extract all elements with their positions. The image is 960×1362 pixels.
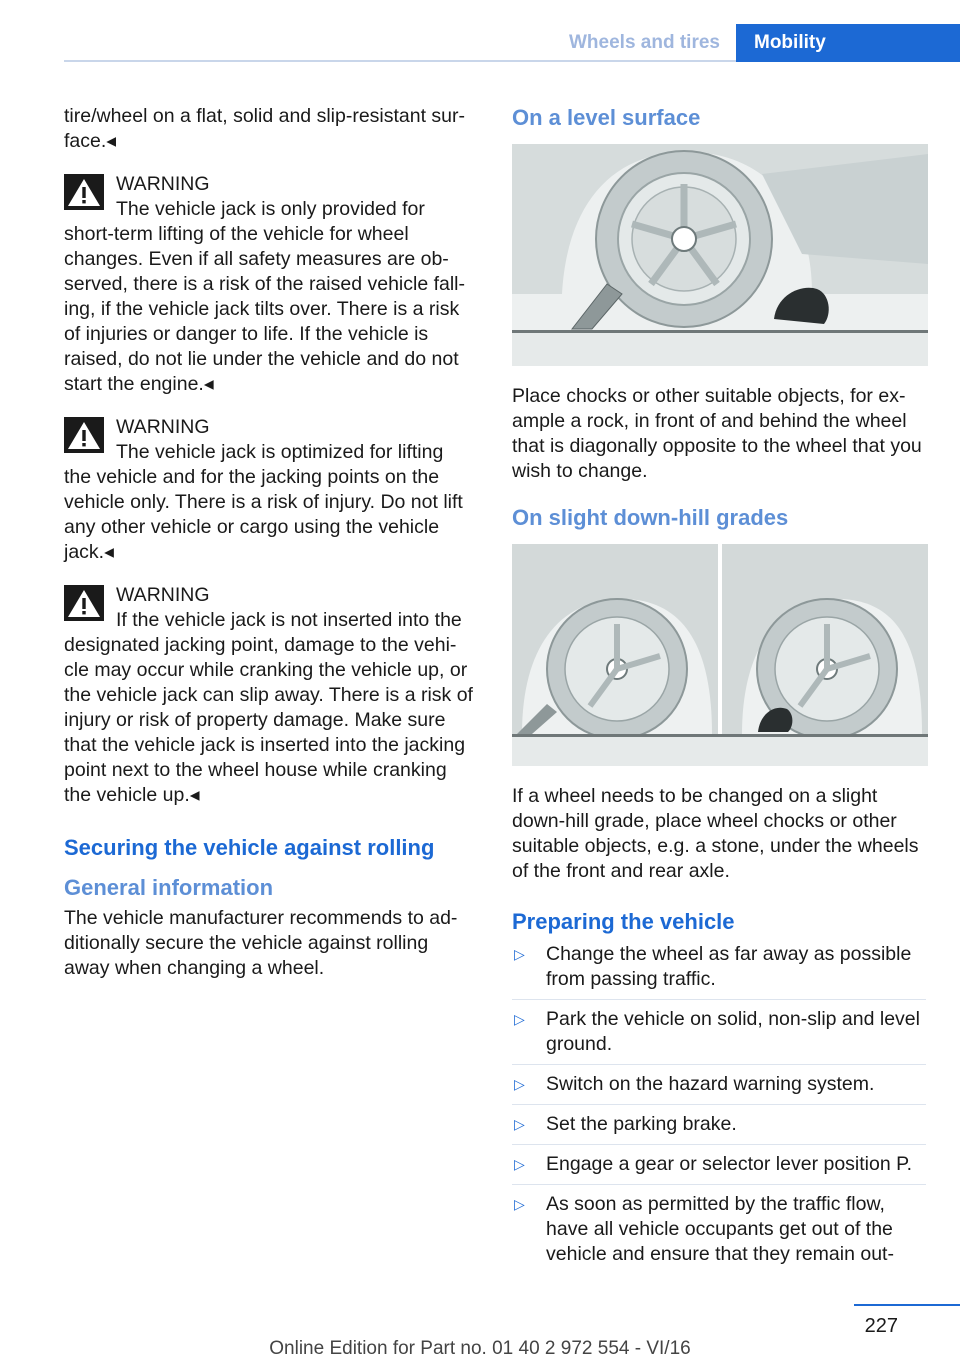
downhill-heading: On slight down-hill grades	[512, 505, 789, 530]
triangle-bullet-icon: ▷	[514, 1156, 525, 1172]
general-info-text: The vehicle manufacturer recommends to ad-ditionally secure the vehicle against rolling away when changing a wheel.	[64, 907, 458, 979]
level-surface-heading: On a level surface	[512, 105, 701, 130]
warning-title: WARNING	[116, 416, 210, 438]
list-item	[512, 1072, 926, 1105]
warning-text: designated jacking point, damage to the vehi-cle may occur while cranking the vehicle up, or the vehicle jack can slip away. There is a risk of injury or risk of property damage. Make sure that the vehicle jack is inserted into the jacking point next to the wheel house while cranking the vehicle up.◂	[64, 634, 473, 806]
footer-rule	[854, 1304, 960, 1306]
warning-title: WARNING	[116, 584, 210, 606]
preparing-heading: Preparing the vehicle	[512, 909, 735, 934]
warning-first-line: If the vehicle jack is not inserted into the	[116, 609, 462, 631]
warning-block-2	[64, 415, 478, 565]
header-section-tab[interactable]: Wheels and tires	[569, 32, 720, 53]
level-surface-illustration	[512, 144, 928, 366]
footer-edition: Online Edition for Part no. 01 40 2 972 554 - VI/16	[269, 1338, 691, 1359]
header-chapter-tab[interactable]: Mobility	[736, 24, 960, 62]
preparing-steps-list	[512, 942, 926, 1274]
warning-text: the vehicle and for the jacking points on the vehicle only. There is a risk of injury. Do not lift any other vehicle or cargo using the vehicle jack.◂	[64, 466, 463, 563]
list-item-text: As soon as permitted by the traffic flow, have all vehicle occupants get out of the vehicle and ensure that they remain out-	[546, 1193, 894, 1265]
list-item-text: Engage a gear or selector lever position P.	[546, 1153, 913, 1175]
warning-triangle-icon	[64, 417, 104, 453]
warning-triangle-icon	[64, 174, 104, 210]
downhill-text: If a wheel needs to be changed on a slight down-hill grade, place wheel chocks or other suitable objects, e.g. a stone, under the wheels of the front and rear axle.	[512, 785, 919, 882]
level-surface-text: Place chocks or other suitable objects, for ex-ample a rock, in front of and behind the wheel that is diagonally opposite to the wheel that you wish to change.	[512, 385, 922, 482]
warning-triangle-icon	[64, 585, 104, 621]
warning-title: WARNING	[116, 173, 210, 195]
triangle-bullet-icon: ▷	[514, 1116, 525, 1132]
subsection-heading: General information	[64, 875, 274, 900]
list-item	[512, 942, 926, 1000]
page-header	[64, 24, 960, 62]
triangle-bullet-icon: ▷	[514, 1196, 525, 1212]
warning-first-line: The vehicle jack is optimized for lifting	[116, 441, 444, 463]
triangle-bullet-icon: ▷	[514, 1011, 525, 1027]
list-item	[512, 1112, 926, 1145]
list-item	[512, 1152, 926, 1185]
downhill-illustration	[512, 544, 928, 766]
warning-block-1	[64, 172, 478, 397]
list-item-text: Set the parking brake.	[546, 1113, 737, 1135]
warning-text: short-term lifting of the vehicle for wheel changes. Even if all safety measures are ob-served, there is a risk of the raised vehicle fall-ing, if the vehicle jack tilts over. There is a risk of injuries or danger to life. If the vehicle is raised, do not lie under the vehicle and do not start the engine.◂	[64, 223, 466, 395]
list-item	[512, 1007, 926, 1065]
section-heading: Securing the vehicle against rolling	[64, 835, 435, 860]
list-item	[512, 1192, 926, 1274]
list-item-text: Change the wheel as far away as possible from passing traffic.	[546, 943, 912, 990]
list-item-text: Park the vehicle on solid, non-slip and level ground.	[546, 1008, 920, 1055]
list-item-text: Switch on the hazard warning system.	[546, 1073, 875, 1095]
intro-text: tire/wheel on a flat, solid and slip-resistant sur-face.◂	[64, 105, 466, 152]
page-number: 227	[864, 1315, 898, 1337]
triangle-bullet-icon: ▷	[514, 1076, 525, 1092]
warning-block-3	[64, 583, 478, 808]
left-column	[64, 104, 478, 981]
triangle-bullet-icon: ▷	[514, 946, 525, 962]
warning-first-line: The vehicle jack is only provided for	[116, 198, 425, 220]
right-column	[512, 104, 926, 1281]
